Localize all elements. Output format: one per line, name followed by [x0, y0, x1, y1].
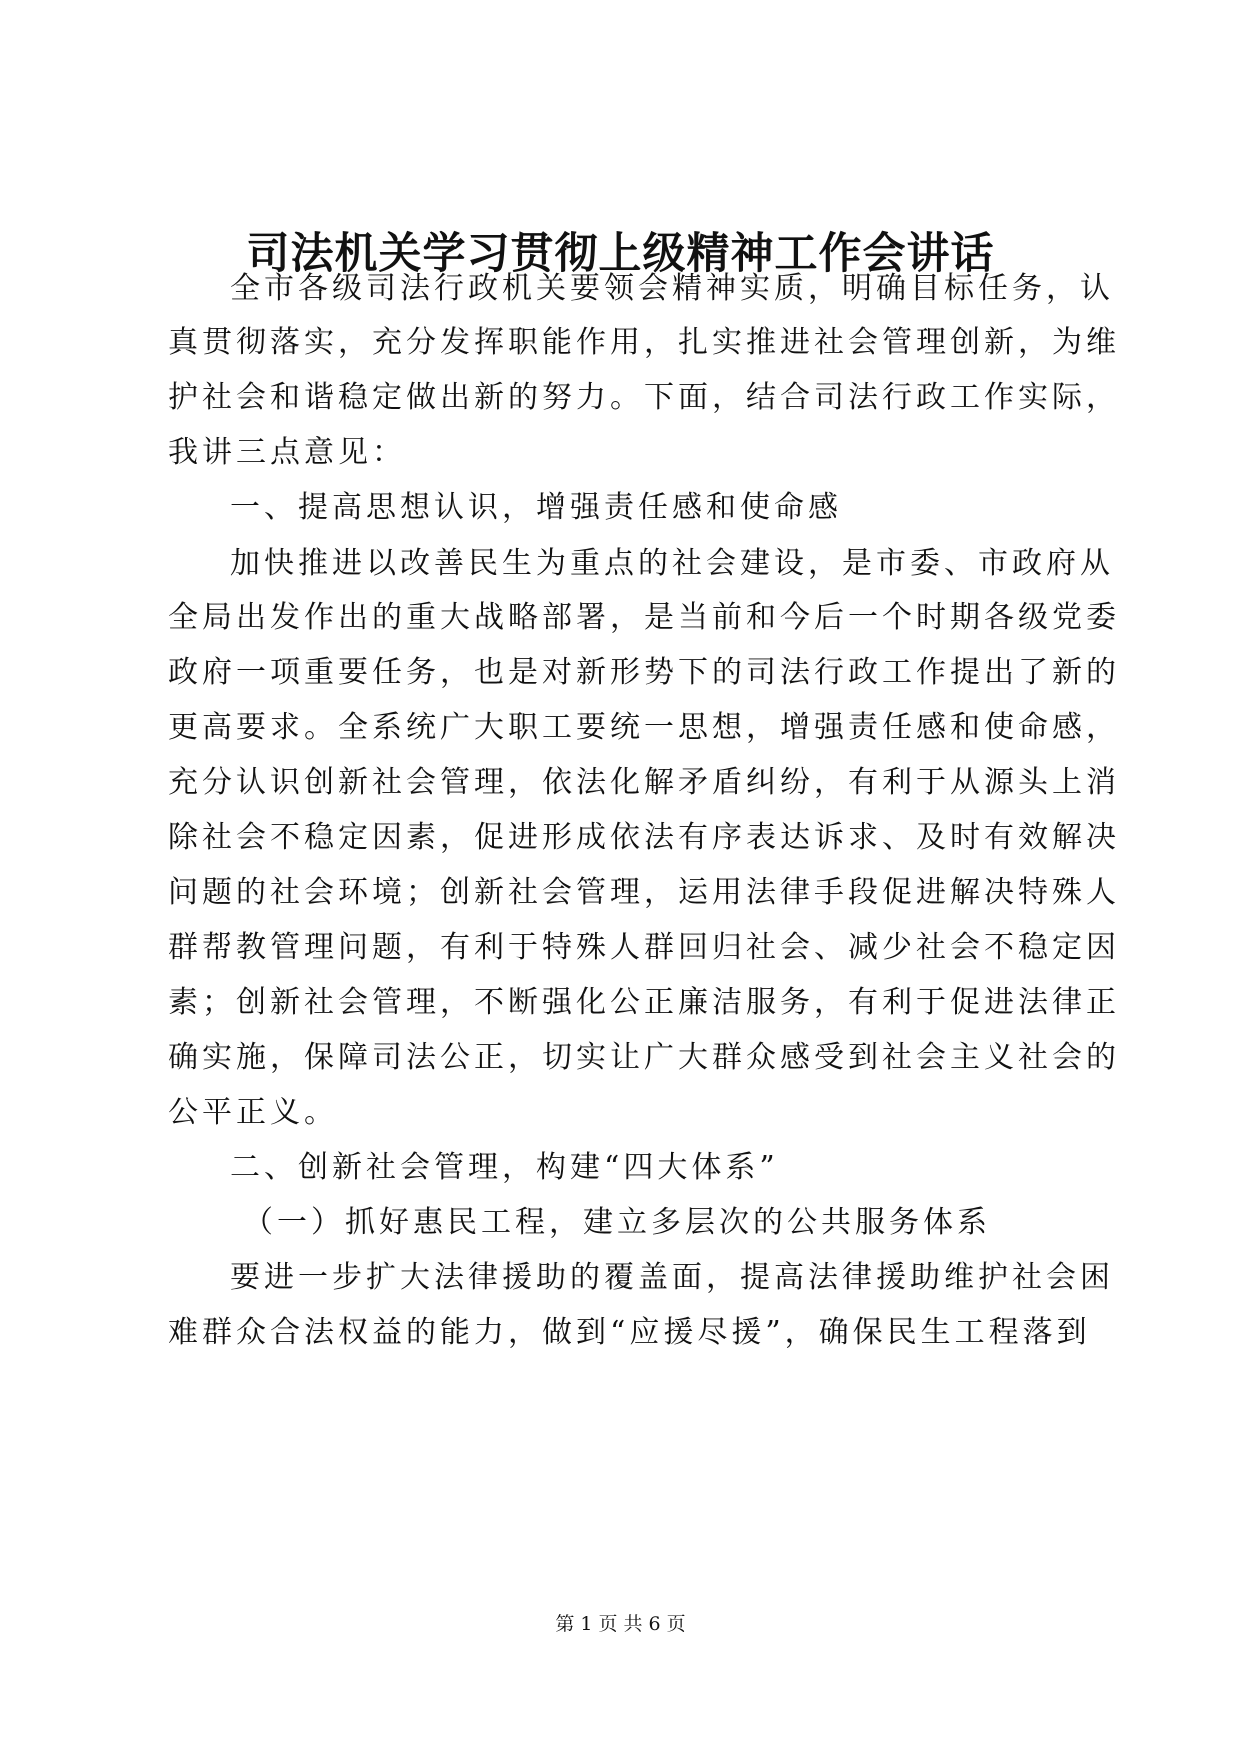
paragraph-line: 群帮教管理问题，有利于特殊人群回归社会、减少社会不稳定因 [168, 930, 1120, 965]
paragraph-line: 问题的社会环境；创新社会管理，运用法律手段促进解决特殊人 [168, 875, 1120, 910]
paragraph-line: 更高要求。全系统广大职工要统一思想，增强责任感和使命感， [168, 710, 1120, 745]
section-heading: 一、提高思想认识，增强责任感和使命感 [230, 490, 842, 525]
paragraph-line: 公平正义。 [168, 1095, 338, 1130]
section-heading: 二、创新社会管理，构建“四大体系” [230, 1150, 779, 1185]
subsection-heading: （一）抓好惠民工程，建立多层次的公共服务体系 [243, 1205, 991, 1240]
paragraph-line: 政府一项重要任务，也是对新形势下的司法行政工作提出了新的 [168, 655, 1120, 690]
page-number: 第 1 页 共 6 页 [555, 1613, 686, 1635]
paragraph-line: 全市各级司法行政机关要领会精神实质，明确目标任务，认 [230, 271, 1114, 306]
paragraph-line: 我讲三点意见： [168, 435, 406, 470]
paragraph-line: 确实施，保障司法公正，切实让广大群众感受到社会主义社会的 [168, 1040, 1120, 1075]
paragraph-line: 护社会和谐稳定做出新的努力。下面，结合司法行政工作实际， [168, 380, 1120, 415]
paragraph-line: 真贯彻落实，充分发挥职能作用，扎实推进社会管理创新，为维 [168, 325, 1120, 360]
paragraph-line: 难群众合法权益的能力，做到“应援尽援”，确保民生工程落到 [168, 1315, 1091, 1350]
paragraph-line: 充分认识创新社会管理，依法化解矛盾纠纷，有利于从源头上消 [168, 765, 1120, 800]
paragraph-line: 除社会不稳定因素，促进形成依法有序表达诉求、及时有效解决 [168, 820, 1120, 855]
paragraph-line: 加快推进以改善民生为重点的社会建设，是市委、市政府从 [230, 546, 1114, 581]
paragraph-line: 全局出发作出的重大战略部署，是当前和今后一个时期各级党委 [168, 600, 1120, 635]
document-title: 司法机关学习贯彻上级精神工作会讲话 [246, 229, 995, 279]
paragraph-line: 素；创新社会管理，不断强化公正廉洁服务，有利于促进法律正 [168, 985, 1120, 1020]
paragraph-line: 要进一步扩大法律援助的覆盖面，提高法律援助维护社会困 [230, 1260, 1114, 1295]
